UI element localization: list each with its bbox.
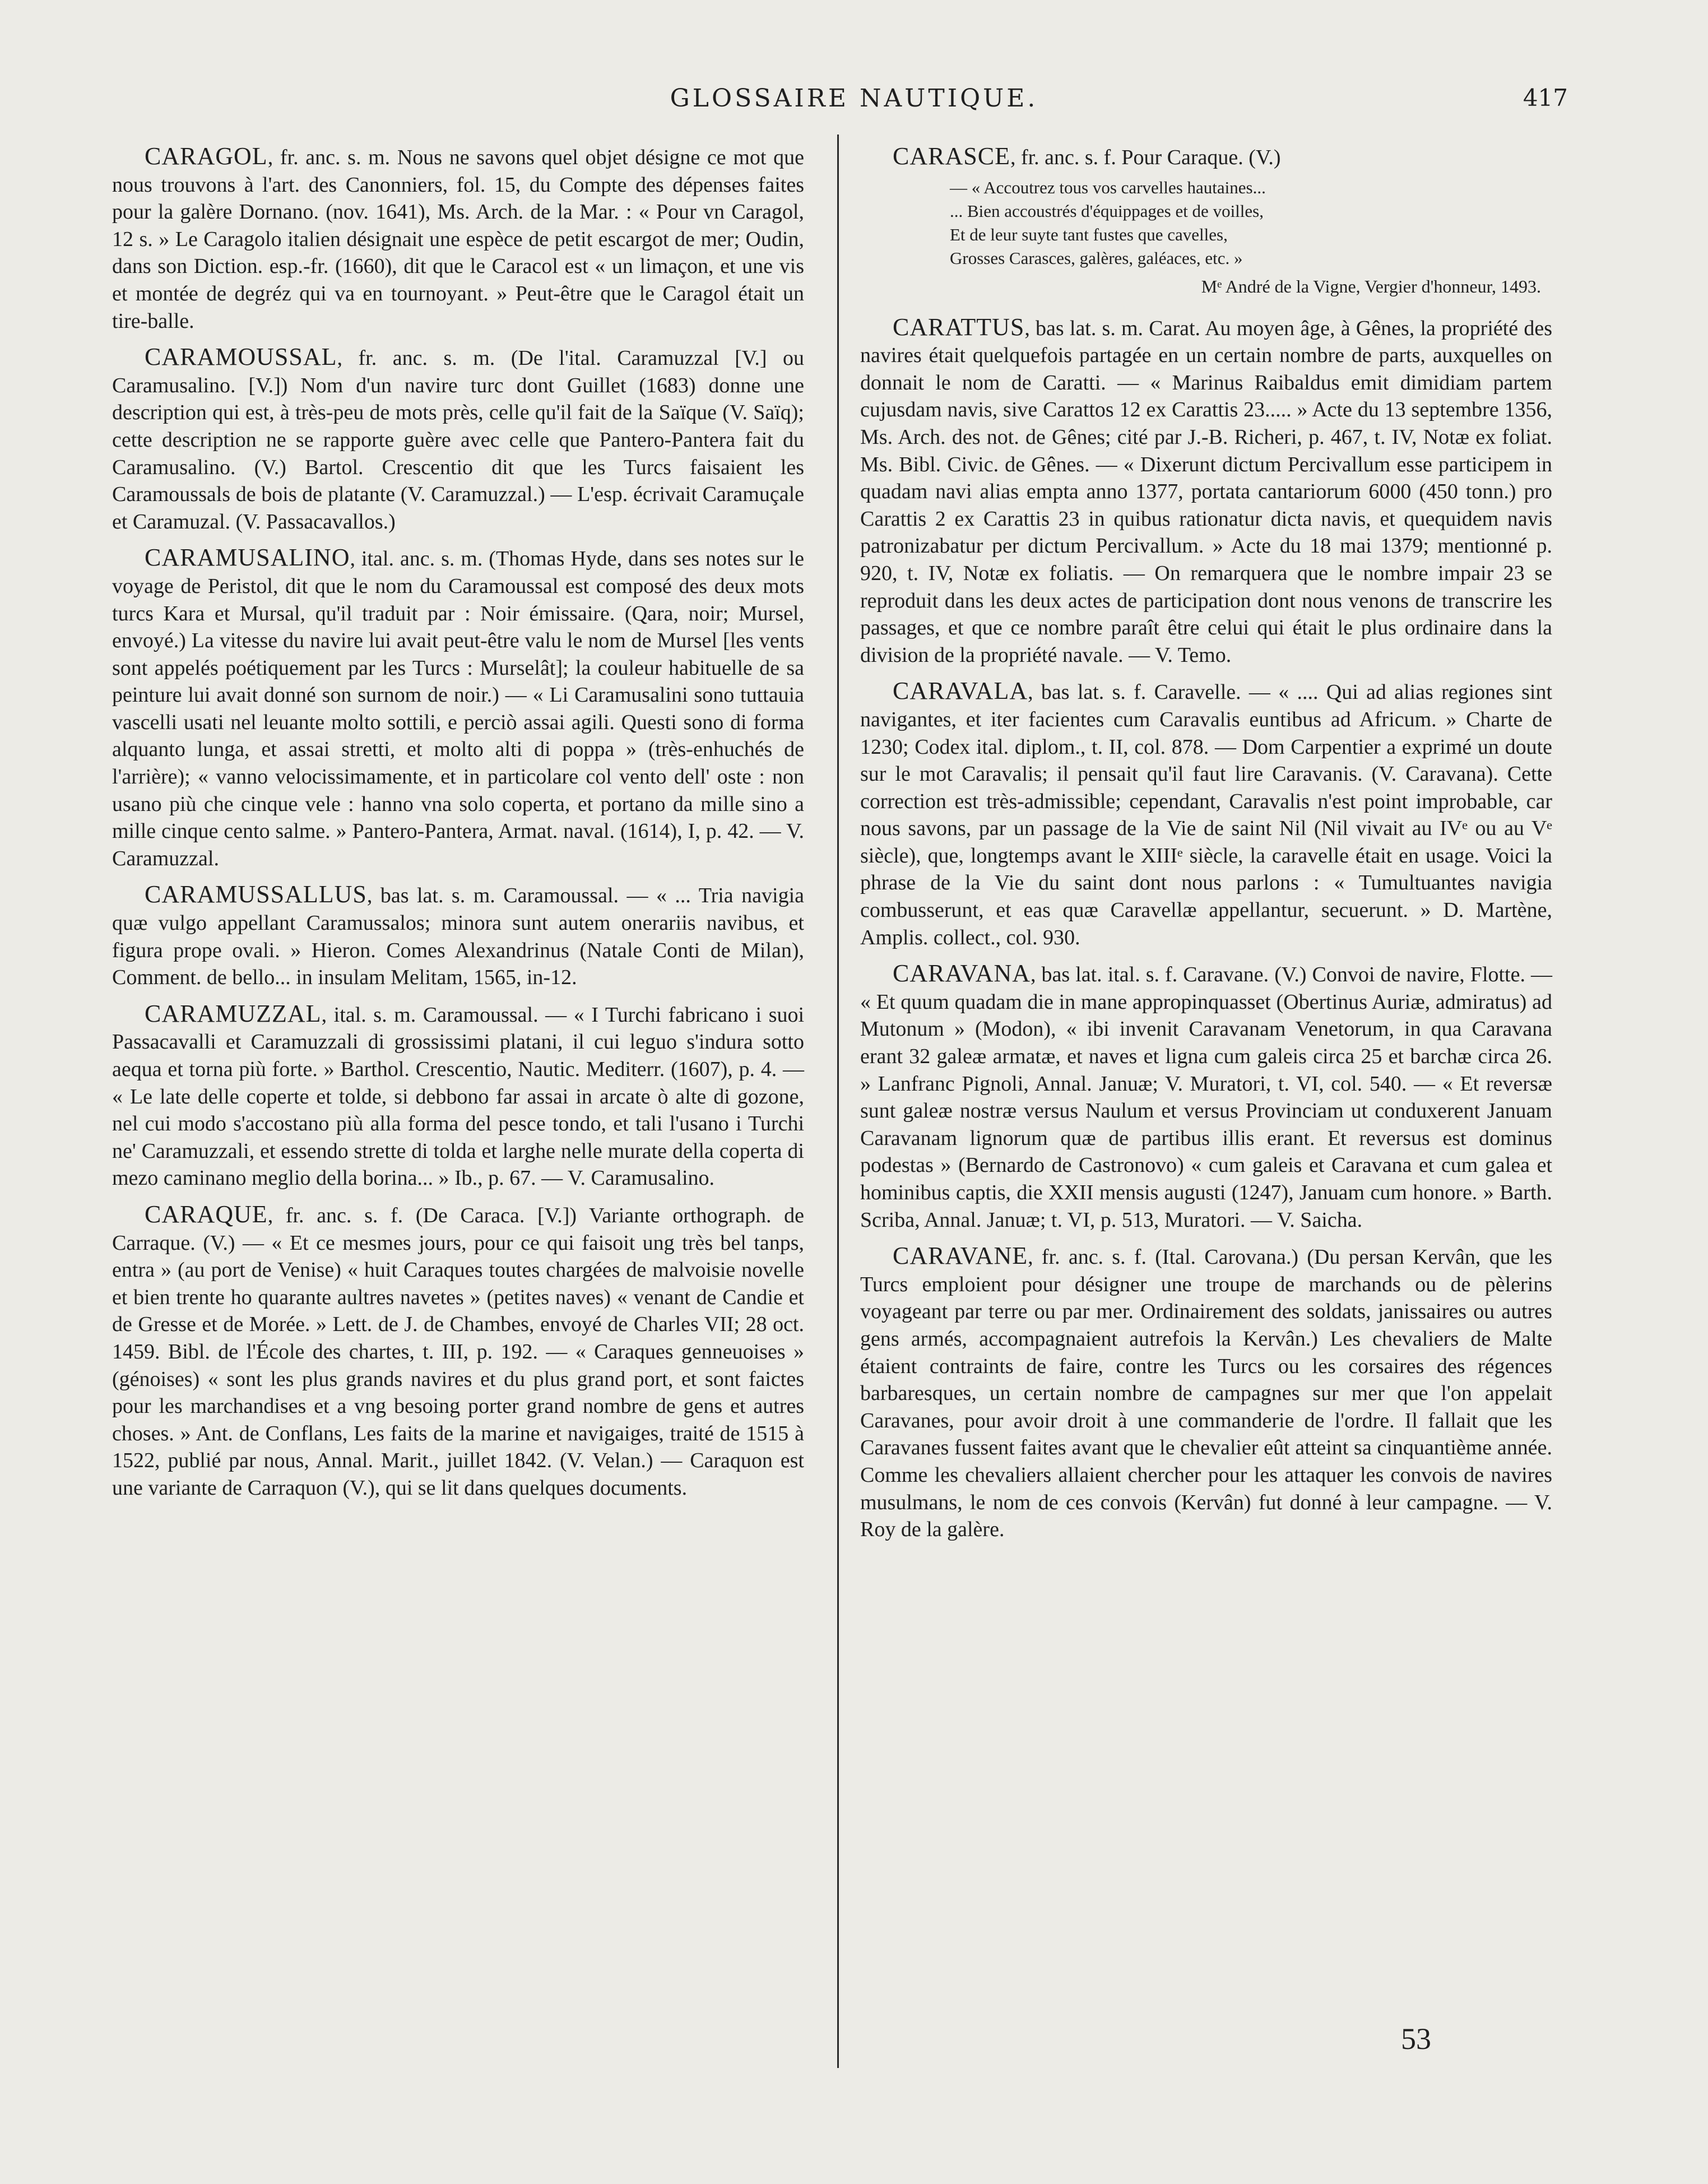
signature-mark: 53 — [1401, 2022, 1431, 2056]
entry-text: , fr. anc. s. f. (Ital. Carovana.) (Du persan Kervân, que les Turcs emploient pour désigner une troupe de marchands ou de pèlerins voyageant par terre ou par mer. Ordinairement des soldats, janissaires ou autres gens armés, accompagnaient autrefois la Kervân.) Les chevaliers de Malte étaient contraints de faire, contre les Turcs ou les corsaires des régences barbaresques, un certain nombre de campagnes sur mer que l'on appelait Caravanes, pour avoir droit à une commanderie de l'ordre. Il fallait que les Caravanes fussent faites avant que le chevalier eût atteint sa cinquantième année. Comme les chevaliers allaient chercher pour les attaquer les convois de navires musulmans, le nom de ces convois (Kervân) fut donné à leur campagne. — V. Roy de la galère. — [860, 1245, 1552, 1542]
entry-text: , ital. anc. s. m. (Thomas Hyde, dans ses notes sur le voyage de Peristol, dit que le nom du Caramoussal est composé des deux mots turcs Kara et Mursal, qu'il traduit par : Noir émissaire. (Qara, noir; Mursel, envoyé.) La vitesse du navire lui avait peut-être valu le nom de Mursel [les vents sont appelés poétiquement par les Turcs : Murselât]; la couleur habituelle de sa peinture lui avait donné son surnom de noir.) — « Li Caramusalini sono tuttauia vascelli usati nel leuante molto sottili, e perciò assai agili. Questi sono di forma alquanto lunga, et assai stretti, et molto alti di poppa » (très-enhuchés de l'arrière); « vanno velocissimamente, et in particolare col vento dell' oste : non usano più che cinque vele : hanno vna solo coperta, et portano da mille sino a mille cinque cento salme. » Pantero-Pantera, Armat. naval. (1614), I, p. 42. — V. Caramuzzal. — [112, 547, 804, 870]
entry-text: , fr. anc. s. f. (De Caraca. [V.]) Variante orthograph. de Carraque. (V.) — « Et ce mesmes jours, pour ce qui faisoit ung très bel tanps, entra » (au port de Venise) « huit Caraques toutes chargées de malvoisie novelle et bien trente ho quarante aultres navetes » (petites naves) « venant de Candie et de Gresse et de Morée. » Lett. de J. de Chambes, envoyé de Charles VII; 28 oct. 1459. Bibl. de l'École des chartes, t. III, p. 192. — « Caraques genneuoises » (génoises) « sont les plus grands navires et du plus grand port, et sont faictes pour les marchandises et a vng besoing porter grand nombre de gens et autres choses. » Ant. de Conflans, Les faits de la marine et navigaiges, traité de 1515 à 1522, publié par nous, Annal. Marit., juillet 1842. (V. Velan.) — Caraquon est une variante de Carraquon (V.), qui se lit dans quelques documents. — [112, 1203, 804, 1500]
entry-text: , fr. anc. s. m. (De l'ital. Caramuzzal [V.] ou Caramusalino. [V.]) Nom d'un navire turc dont Guillet (1683) donne une description qui est, à très-peu de mots près, celle qu'il fait de la Saïque (V. Saïq); cette description ne se rapporte guère avec celle que Pantero-Pantera fait du Caramusalino. (V.) Bartol. Crescentio dit que les Turcs faisaient les Caramoussals de bois de platante (V. Caramuzzal.) — L'esp. écrivait Caramuçale et Caramuzal. (V. Passacavallos.) — [112, 346, 804, 534]
page-number: 417 — [1523, 84, 1568, 112]
verse-line: Et de leur suyte tant fustes que cavelles, — [950, 224, 1228, 244]
entry-headword: CARAVANE — [893, 1242, 1028, 1270]
entry-headword: CARAVALA — [893, 677, 1028, 705]
glossary-entry — [860, 960, 1552, 1234]
glossary-entry — [112, 544, 804, 872]
glossary-entry — [112, 143, 804, 335]
entry-headword: CARATTUS — [893, 313, 1025, 341]
page-header — [0, 84, 1708, 118]
entry-headword: CARAVANA — [893, 959, 1031, 987]
entry-text: , fr. anc. s. f. Pour Caraque. (V.) — [1010, 146, 1281, 169]
entry-headword: CARAGOL — [145, 142, 268, 170]
left-column — [112, 143, 804, 1511]
entry-text: , bas lat. s. m. Carat. Au moyen âge, à Gênes, la propriété des navires était quelquefois partagée en un certain nombre de parts, auxquelles on donnait le nom de Caratti. — « Marinus Raibaldus emit dimidiam partem cujusdam navis, sive Carattos 12 ex Carattis 23..... » Acte du 13 septembre 1356, Ms. Arch. des not. de Gênes; cité par J.-B. Richeri, p. 467, t. IV, Notæ ex foliat. Ms. Bibl. Civic. de Gênes. — « Dixerunt dictum Percivallum esse participem in quadam navi alias empta anno 1377, portata cantariorum 6000 (450 tonn.) pro Carattis 2 ex Carattis 23 in quibus rationatur dicta navis, et quequidem navis patronizabatur per dictum Percivallum. » Acte du 18 mai 1379; mentionné p. 920, t. IV, Notæ ex foliatis. — On remarquera que le nombre impair 23 se reproduit dans les deux actes de participation dont nous venons de transcrire les passages, et que ce nombre paraît être celui qui était le plus ordinaire dans la division de la propriété navale. — V. Temo. — [860, 316, 1552, 667]
column-divider — [837, 135, 839, 2068]
glossary-entry — [112, 344, 804, 535]
glossary-entry — [860, 314, 1552, 669]
entry-headword: CARAMUZZAL — [145, 999, 322, 1027]
entry-text: , bas lat. s. f. Caravelle. — « .... Qui ad alias regiones sint navigantes, et iter facientes cum Caravalis euntibus ad Africum. » Charte de 1230; Codex ital. diplom., t. II, col. 878. — Dom Carpentier a exprimé un doute sur le mot Caravalis; il pensait qu'il faut lire Caravanis. (V. Caravana). Cette correction est très-admissible; cependant, Caravalis n'est point improbable, car nous savons, par un passage de la Vie de saint Nil (Nil vivait au IVᵉ ou au Vᵉ siècle), que, longtemps avant le XIIIᵉ siècle, la caravelle était en usage. Voici la phrase de la Vie du saint dont nous parlons : « Tumultuantes navigia combusserunt, et eas quæ Caravellæ appellantur, secuerunt. » D. Martène, Amplis. collect., col. 930. — [860, 680, 1552, 949]
glossary-entry — [860, 678, 1552, 951]
entry-headword: CARAMUSSALLUS — [145, 880, 367, 908]
entry-text: , fr. anc. s. m. Nous ne savons quel objet désigne ce mot que nous trouvons à l'art. des Canonniers, fol. 15, du Compte des dépenses faites pour la galère Dornano. (nov. 1641), Ms. Arch. de la Mar. : « Pour vn Caragol, 12 s. » Le Caragolo italien désignait une espèce de petit escargot de mer; Oudin, dans son Diction. esp.-fr. (1660), dit que le Caracol est « un limaçon, et une vis et montée de degréz qui va en tournoyant. » Peut-être que le Caragol était un tire-balle. — [112, 146, 804, 333]
glossary-entry — [860, 1242, 1552, 1543]
verse-quote — [860, 176, 1552, 270]
entry-headword: CARAQUE — [145, 1200, 268, 1228]
glossary-entry — [112, 1000, 804, 1192]
quote-attribution: Mᵉ André de la Vigne, Vergier d'honneur, 1493. — [1201, 276, 1541, 296]
entry-headword: CARAMUSALINO — [145, 544, 350, 572]
entry-text: , bas lat. s. m. Caramoussal. — « ... Tria navigia quæ vulgo appellant Caramussalos; minora sunt autem onerariis navibus, et figura prope ovali. » Hieron. Comes Alexandrinus (Natale Conti de Milan), Comment. de bello... in insulam Melitam, 1565, in-12. — [112, 884, 804, 990]
entry-headword: CARAMOUSSAL — [145, 343, 337, 371]
right-column — [860, 143, 1552, 1552]
glossary-entry — [112, 1201, 804, 1502]
verse-line: Grosses Carasces, galères, galéaces, etc. » — [950, 248, 1243, 268]
entry-text: , ital. s. m. Caramoussal. — « I Turchi fabricano i suoi Passacavalli et Caramuzzali di grossissimi platani, il cui leguo s'indura sotto aequa et torna più forte. » Barthol. Crescentio, Nautic. Mediterr. (1607), p. 4. — « Le late delle coperte et tolde, si debbono far assai in arcate ò alte di gozone, nel cui modo s'accostano più alla forma del pesce tondo, et tali l'usano i Turchi ne' Caramuzzali, et essendo strette di tolda et larghe nelle murate della coperta di mezo caminano meglio della borina... » Ib., p. 67. — V. Caramusalino. — [112, 1003, 804, 1190]
running-title: GLOSSAIRE NAUTIQUE. — [670, 84, 1038, 113]
entry-text: , bas lat. ital. s. f. Caravane. (V.) Convoi de navire, Flotte. — « Et quum quadam die in mane appropinquasset (Obertinus Auriæ, admiratus) ad Mutonum » (Modon), « ibi invenit Caravanam Venetorum, in qua Caravana erant 32 galeæ armatæ, et naves et ligna cum galeis circa 25 et barchæ circa 26. » Lanfranc Pignoli, Annal. Januæ; V. Muratori, t. VI, col. 540. — « Et reversæ sunt galeæ nostræ versus Naulum et versus Provinciam ut conduxerent Januam Caravanam lignorum quæ de partibus illis erant. Et reversus est dominus podestas » (Bernardo de Castronovo) « cum galeis et Caravana et cum galea et hominibus captis, die XXII mensis augusti (1247), Januam cum honore. » Barth. Scriba, Annal. Januæ; t. VI, p. 513, Muratori. — V. Saicha. — [860, 963, 1552, 1232]
verse-line: — « Accoutrez tous vos carvelles hautaines... — [950, 177, 1266, 197]
entry-headword: CARASCE — [893, 142, 1010, 170]
glossary-entry — [112, 881, 804, 991]
glossary-entry — [860, 143, 1552, 171]
verse-line: ... Bien accoustrés d'équippages et de voilles, — [950, 201, 1264, 221]
